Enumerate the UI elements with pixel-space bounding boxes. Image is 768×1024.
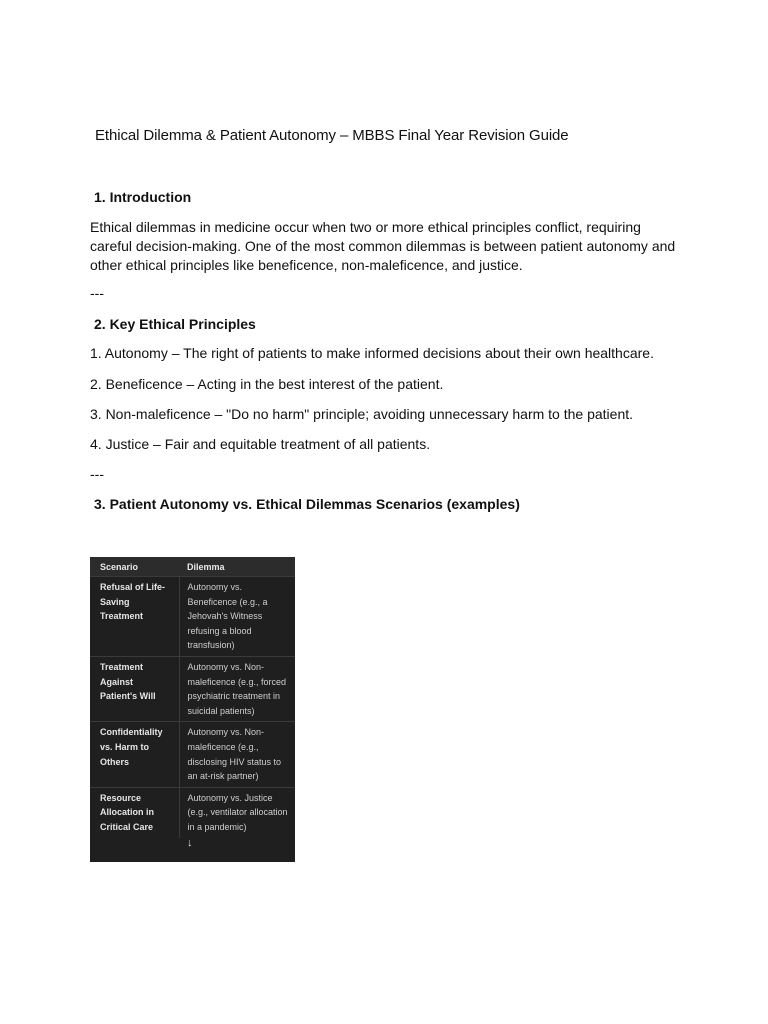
dilemma-cell: Autonomy vs. Non-maleficence (e.g., forced psychiatric treatment in suicidal patients) [179, 656, 295, 721]
section-heading-introduction: 1. Introduction [94, 189, 192, 205]
dilemma-cell: Autonomy vs. Beneficence (e.g., a Jehovah's Witness refusing a blood transfusion) [179, 577, 295, 657]
scenario-cell: Treatment Against Patient's Will [90, 656, 179, 721]
principle-item: 1. Autonomy – The right of patients to make informed decisions about their own healthcare. [90, 345, 654, 361]
scenario-cell: Confidentiality vs. Harm to Others [90, 722, 179, 787]
arrow-down-icon[interactable]: ↓ [187, 837, 193, 849]
section-heading-scenarios: 3. Patient Autonomy vs. Ethical Dilemmas Scenarios (examples) [94, 496, 520, 512]
dilemma-cell: Autonomy vs. Justice (e.g., ventilator allocation in a pandemic) [179, 787, 295, 837]
principle-item: 4. Justice – Fair and equitable treatment of all patients. [90, 436, 431, 452]
introduction-paragraph: Ethical dilemmas in medicine occur when two or more ethical principles conflict, requiring careful decision-making. One of the most common dilemmas is between patient autonomy and other ethical principles like beneficence, non-maleficence, and justice. [90, 219, 676, 273]
table-row [90, 722, 295, 787]
scenario-cell: Resource Allocation in Critical Care [90, 787, 179, 837]
table-row [90, 577, 295, 657]
table-header-row [90, 557, 295, 577]
scenario-cell: Refusal of Life-Saving Treatment [90, 577, 179, 657]
separator: --- [90, 285, 104, 301]
document-title: Ethical Dilemma & Patient Autonomy – MBBS Final Year Revision Guide [95, 127, 569, 144]
separator: --- [90, 466, 104, 482]
table-row [90, 656, 295, 721]
column-header-scenario: Scenario [90, 557, 179, 577]
dilemma-cell: Autonomy vs. Non-maleficence (e.g., disclosing HIV status to an at-risk partner) [179, 722, 295, 787]
principle-item: 3. Non-maleficence – "Do no harm" principle; avoiding unnecessary harm to the patient. [90, 406, 634, 422]
scenario-table [90, 557, 295, 838]
section-heading-key-principles: 2. Key Ethical Principles [94, 316, 256, 332]
scenario-table-image [90, 557, 295, 862]
principle-item: 2. Beneficence – Acting in the best interest of the patient. [90, 376, 444, 392]
column-header-dilemma: Dilemma [179, 557, 295, 577]
table-row [90, 787, 295, 837]
